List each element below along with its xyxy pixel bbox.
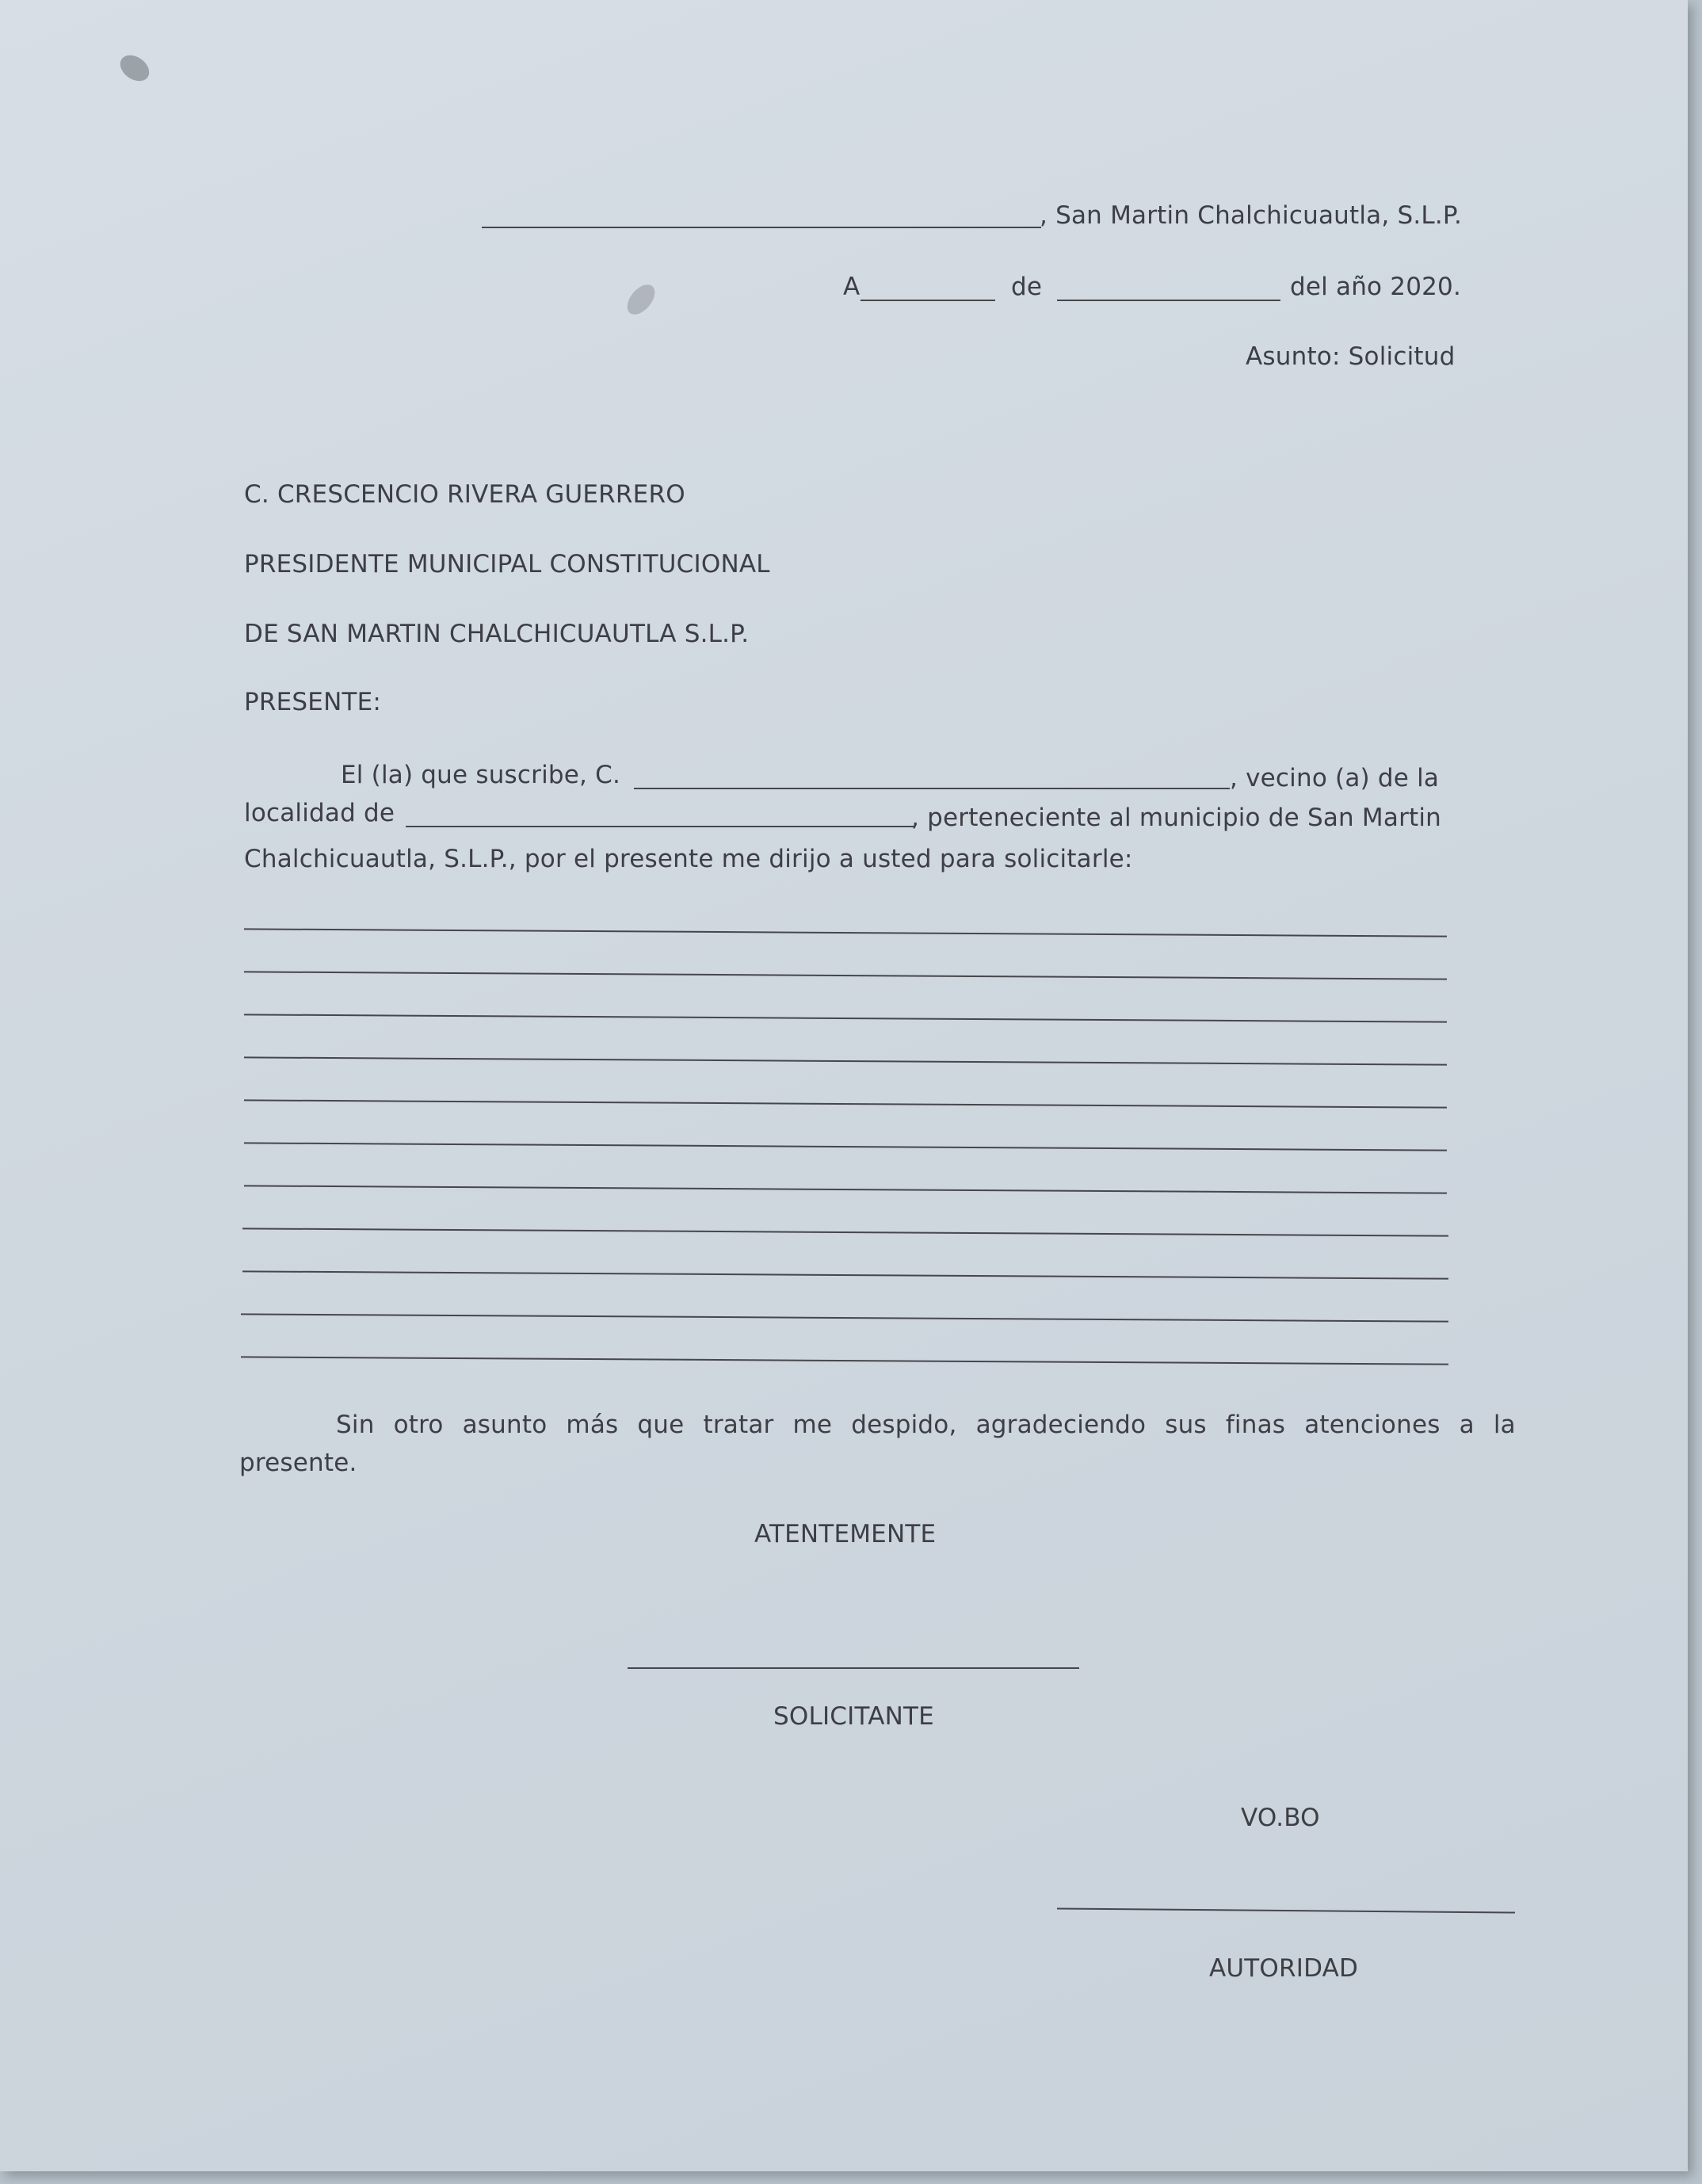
ink-smudge (622, 280, 660, 319)
request-line[interactable] (242, 1270, 1448, 1279)
closing-text-end: presente. (239, 1449, 357, 1477)
date-place-blank[interactable] (482, 227, 1041, 228)
approval-label: VO.BO (1241, 1804, 1320, 1832)
request-line[interactable] (241, 1313, 1448, 1322)
month-blank[interactable] (1057, 300, 1280, 301)
subscriber-name-blank[interactable] (634, 788, 1230, 789)
ink-smudge (116, 50, 155, 86)
request-line[interactable] (244, 1014, 1447, 1022)
request-line[interactable] (242, 1228, 1448, 1236)
authority-signature-line[interactable] (1057, 1907, 1515, 1913)
body-municipality-text: , perteneciente al municipio de San Martin (911, 804, 1442, 832)
recipient-title: PRESIDENTE MUNICIPAL CONSTITUCIONAL (244, 550, 770, 578)
regards-label: ATENTEMENTE (754, 1520, 937, 1548)
header-date-prefix: A (843, 273, 861, 301)
header-date-de: de (1011, 273, 1043, 301)
applicant-label: SOLICITANTE (773, 1702, 934, 1731)
body-request-intro: Chalchicuautla, S.L.P., por el presente me dirijo a usted para solicitarle: (244, 845, 1133, 873)
day-blank[interactable] (861, 300, 995, 301)
applicant-signature-line[interactable] (628, 1667, 1079, 1669)
recipient-name: C. CRESCENCIO RIVERA GUERRERO (244, 480, 685, 509)
request-line[interactable] (244, 1056, 1447, 1065)
body-neighbor-text: , vecino (a) de la (1230, 764, 1440, 792)
recipient-municipality: DE SAN MARTIN CHALCHICUAUTLA S.L.P. (244, 620, 750, 648)
header-place: , San Martin Chalchicuautla, S.L.P. (1040, 201, 1463, 230)
subject-line: Asunto: Solicitud (1246, 342, 1456, 371)
presente-label: PRESENTE: (244, 688, 382, 716)
closing-text: Sin otro asunto más que tratar me despido, agradeciendo sus finas atenciones a la (336, 1411, 1516, 1439)
header-date-year: del año 2020. (1290, 273, 1462, 301)
authority-label: AUTORIDAD (1209, 1954, 1359, 1983)
request-line[interactable] (244, 928, 1447, 937)
request-line[interactable] (244, 1185, 1447, 1193)
request-line[interactable] (244, 971, 1447, 979)
body-subscriber-text: El (la) que suscribe, C. (341, 761, 621, 789)
body-locality-text: localidad de (244, 799, 395, 827)
request-line[interactable] (241, 1356, 1448, 1365)
locality-blank[interactable] (406, 826, 914, 827)
request-line[interactable] (244, 1099, 1447, 1108)
request-line[interactable] (244, 1142, 1447, 1151)
